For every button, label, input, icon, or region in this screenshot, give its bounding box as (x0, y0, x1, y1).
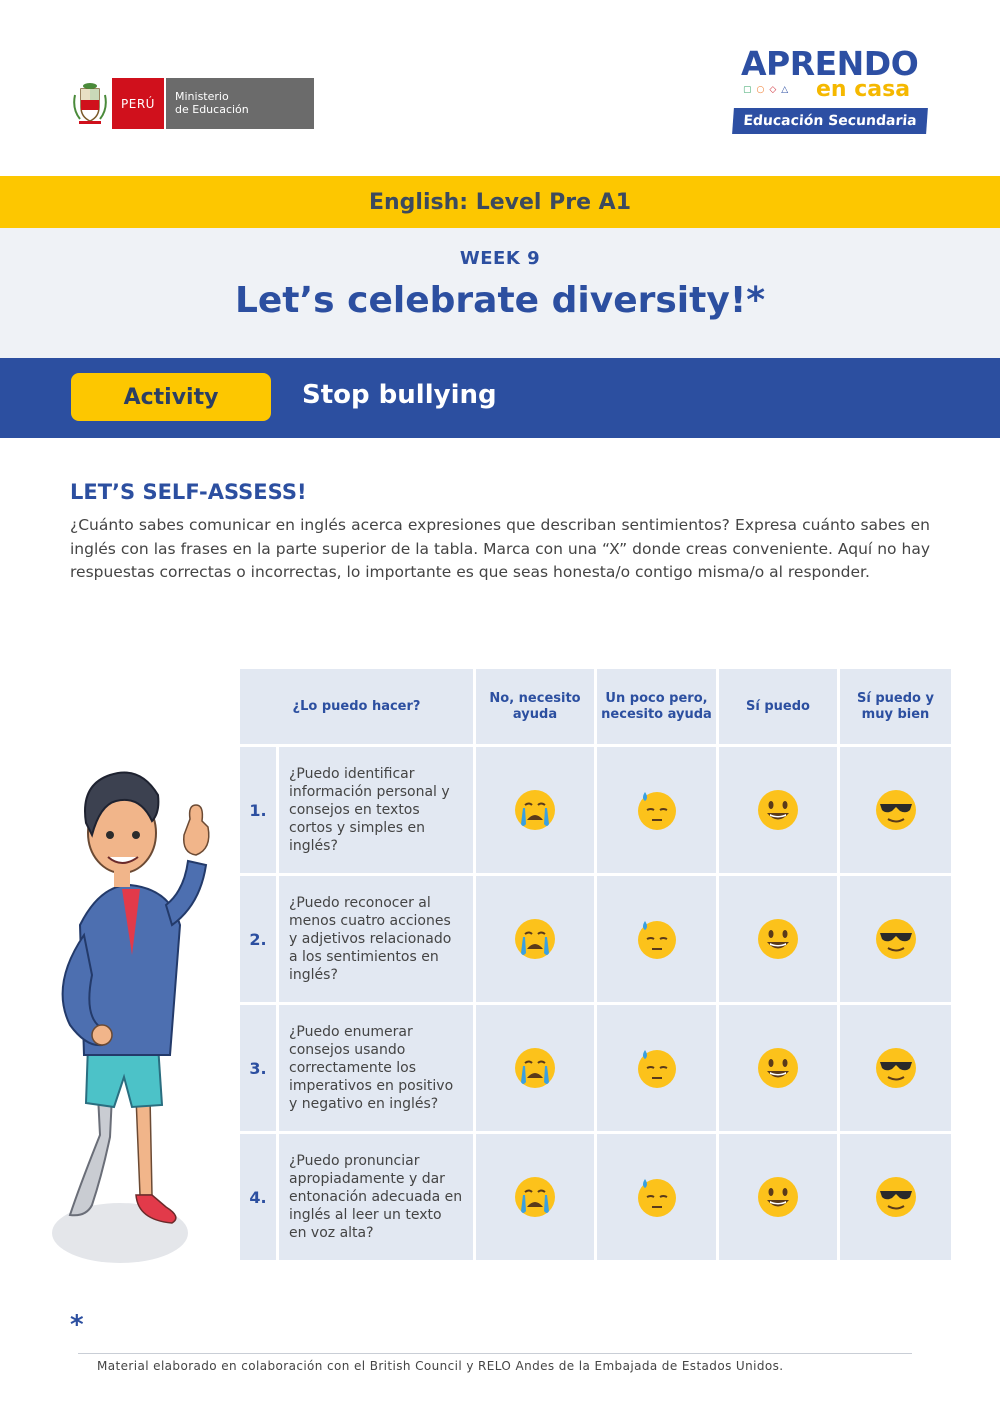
option-a-little[interactable] (597, 876, 716, 1002)
option-i-can-very-well[interactable] (840, 1134, 951, 1260)
option-need-help[interactable] (476, 747, 594, 873)
educacion-secundaria-banner: Educación Secundaria (732, 108, 928, 134)
option-i-can[interactable] (719, 1134, 837, 1260)
footer-divider (78, 1353, 912, 1354)
smiling-face-icon (756, 1175, 800, 1219)
logo-shapes: ▢ ○ ◇ △ (743, 85, 789, 95)
sweat-face-icon (635, 1046, 679, 1090)
row-question: ¿Puedo enumerar consejos usando correctamente los imperativos en positivo y negativo en inglés? (279, 1005, 473, 1131)
row-number: 4. (240, 1134, 276, 1260)
footnote-text: Material elaborado en colaboración con el British Council y RELO Andes de la Embajada de Estados Unidos. (97, 1359, 784, 1373)
smiling-face-icon (756, 917, 800, 961)
option-need-help[interactable] (476, 876, 594, 1002)
option-i-can-very-well[interactable] (840, 747, 951, 873)
header-i-can-very-well: Sí puedo y muy bien (840, 669, 951, 744)
page-title: Let’s celebrate diversity!* (234, 280, 766, 321)
smiling-face-icon (756, 1046, 800, 1090)
sweat-face-icon (635, 917, 679, 961)
option-i-can-very-well[interactable] (840, 1005, 951, 1131)
aprendo-subtitle: en casa (816, 77, 911, 102)
aprendo-title: APRENDO (741, 44, 919, 83)
crying-face-icon (513, 1046, 557, 1090)
title-band (0, 228, 1000, 358)
crying-face-icon (513, 917, 557, 961)
coat-of-arms-icon (68, 78, 112, 129)
option-a-little[interactable] (597, 1134, 716, 1260)
ministerio-logo (68, 78, 314, 129)
self-assessment-table (240, 669, 940, 1251)
sunglasses-face-icon (874, 1046, 918, 1090)
crying-face-icon (513, 1175, 557, 1219)
option-need-help[interactable] (476, 1005, 594, 1131)
sunglasses-face-icon (874, 788, 918, 832)
smiling-face-icon (756, 788, 800, 832)
self-assess-instructions: ¿Cuánto sabes comunicar en inglés acerca expresiones que describan sentimientos? Expresa cuánto sabes en inglés con las frases en la parte superior de la tabla. Marca con una “X” donde creas conveniente. Aquí no hay respuestas correctas o incorrectas, lo importante es que seas honesta/o contigo misma/o al responder. (70, 516, 930, 581)
header-a-little: Un poco pero, necesito ayuda (597, 669, 716, 744)
row-question: ¿Puedo reconocer al menos cuatro acciones y adjetivos relacionado a los sentimientos en inglés? (279, 876, 473, 1002)
option-a-little[interactable] (597, 747, 716, 873)
crying-face-icon (513, 788, 557, 832)
option-i-can-very-well[interactable] (840, 876, 951, 1002)
aprendo-en-casa-logo (733, 44, 933, 144)
peru-label: PERÚ (112, 78, 164, 129)
self-assess-heading: LET’S SELF-ASSESS! (70, 480, 307, 504)
option-i-can[interactable] (719, 876, 837, 1002)
activity-badge: Activity (71, 373, 271, 421)
activity-name: Stop bullying (302, 380, 497, 410)
sweat-face-icon (635, 1175, 679, 1219)
level-band: English: Level Pre A1 (0, 176, 1000, 228)
sunglasses-face-icon (874, 1175, 918, 1219)
row-question: ¿Puedo identificar información personal y consejos en textos cortos y simples en inglés? (279, 747, 473, 873)
header-need-help: No, necesito ayuda (476, 669, 594, 744)
row-number: 3. (240, 1005, 276, 1131)
option-a-little[interactable] (597, 1005, 716, 1131)
row-number: 1. (240, 747, 276, 873)
option-need-help[interactable] (476, 1134, 594, 1260)
activity-band (0, 358, 1000, 438)
footnote-asterisk: * (70, 1310, 84, 1340)
ministerio-line-2: de Educación (175, 103, 249, 116)
sunglasses-face-icon (874, 917, 918, 961)
ministerio-label (164, 78, 314, 129)
header-i-can: Sí puedo (719, 669, 837, 744)
sweat-face-icon (635, 788, 679, 832)
ministerio-line-1: Ministerio (175, 90, 229, 103)
week-label: WEEK 9 (459, 248, 541, 269)
option-i-can[interactable] (719, 1005, 837, 1131)
row-number: 2. (240, 876, 276, 1002)
boy-illustration (40, 765, 240, 1270)
header-can-i-do-it: ¿Lo puedo hacer? (240, 669, 473, 744)
option-i-can[interactable] (719, 747, 837, 873)
row-question: ¿Puedo pronunciar apropiadamente y dar entonación adecuada en inglés al leer un texto en voz alta? (279, 1134, 473, 1260)
